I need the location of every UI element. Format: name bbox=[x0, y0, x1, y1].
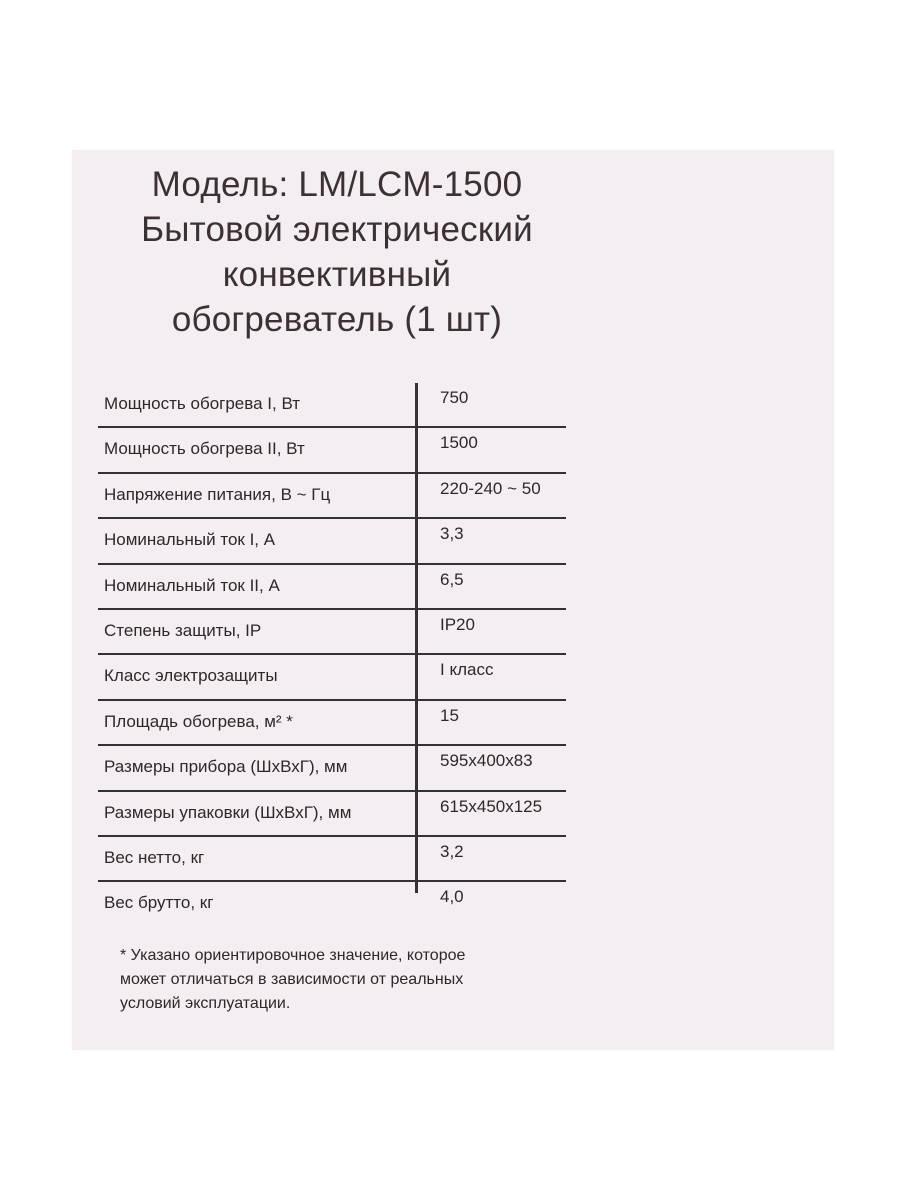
spec-label: Номинальный ток I, А bbox=[104, 530, 276, 550]
spec-label: Напряжение питания, В ~ Гц bbox=[104, 484, 331, 504]
product-title bbox=[72, 162, 602, 342]
spec-sheet bbox=[72, 150, 834, 1050]
spec-row bbox=[98, 655, 566, 700]
spec-label: Площадь обогрева, м² * bbox=[104, 711, 293, 731]
title-line-2: конвективный bbox=[222, 255, 452, 294]
spec-value: 595x400x83 bbox=[440, 751, 533, 771]
spec-value: IP20 bbox=[440, 614, 475, 634]
spec-row bbox=[98, 792, 566, 837]
spec-label: Мощность обогрева I, Вт bbox=[104, 394, 301, 413]
spec-value: 615x450x125 bbox=[440, 796, 543, 816]
footnote-line: * Указано ориентировочное значение, которое bbox=[120, 947, 466, 964]
spec-label: Класс электрозащиты bbox=[104, 666, 278, 686]
spec-row bbox=[98, 383, 566, 428]
title-line-model: Модель: LM/LCM-1500 bbox=[151, 165, 523, 204]
spec-value: 220-240 ~ 50 bbox=[440, 478, 541, 498]
spec-row bbox=[98, 882, 566, 925]
spec-value: 4,0 bbox=[440, 887, 464, 907]
spec-value: 3,2 bbox=[440, 841, 464, 861]
spec-row bbox=[98, 474, 566, 519]
spec-value: 750 bbox=[440, 388, 469, 407]
spec-value: 15 bbox=[440, 705, 459, 725]
spec-value: 6,5 bbox=[440, 569, 464, 589]
spec-value: 1500 bbox=[440, 433, 478, 453]
spec-row bbox=[98, 610, 566, 655]
title-line-1: Бытовой электрический bbox=[141, 210, 533, 249]
footnote-line: может отличаться в зависимости от реальных bbox=[120, 971, 464, 988]
title-line-3: обогреватель (1 шт) bbox=[171, 300, 503, 339]
spec-row bbox=[98, 519, 566, 564]
spec-label: Размеры прибора (ШхВхГ), мм bbox=[104, 757, 348, 777]
spec-row bbox=[98, 565, 566, 610]
spec-label: Мощность обогрева II, Вт bbox=[104, 439, 305, 459]
spec-label: Вес нетто, кг bbox=[104, 847, 205, 867]
spec-table bbox=[98, 383, 566, 926]
spec-label: Степень защиты, IP bbox=[104, 620, 262, 640]
spec-label: Вес брутто, кг bbox=[104, 893, 214, 913]
spec-label: Размеры упаковки (ШхВхГ), мм bbox=[104, 802, 352, 822]
spec-label: Номинальный ток II, А bbox=[104, 575, 280, 595]
spec-row bbox=[98, 837, 566, 882]
spec-value: 3,3 bbox=[440, 524, 464, 544]
spec-value: I класс bbox=[440, 660, 494, 680]
footnote-line: условий эксплуатации. bbox=[120, 995, 291, 1012]
footnote bbox=[120, 944, 560, 1016]
